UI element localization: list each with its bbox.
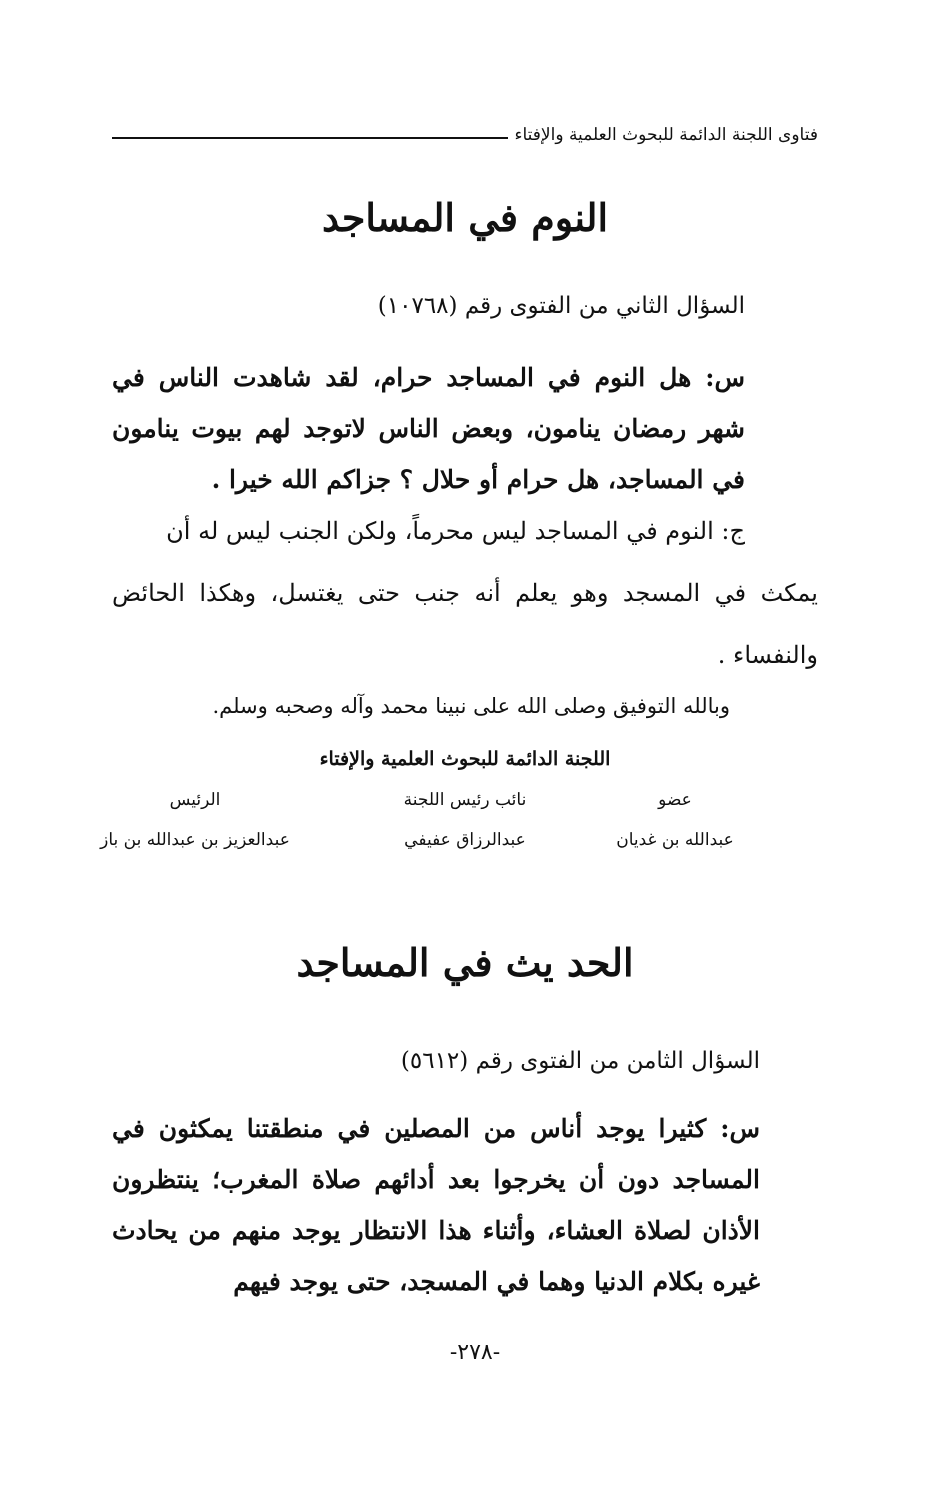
signature-member <box>575 790 775 850</box>
signature-chair <box>80 790 310 850</box>
signature-role: الرئيس <box>169 790 221 810</box>
signature-name: عبدالرزاق عفيفي <box>404 830 526 850</box>
signature-name: عبدالعزيز بن عبدالله بن باز <box>100 830 290 850</box>
header-rule <box>112 137 508 139</box>
answer-first-line: ج: النوم في المساجد ليس محرماً، ولكن الجنب ليس له أن <box>166 517 745 545</box>
question-text: س: كثيرا يوجد أناس من المصلين في منطقتنا يمكثون في المساجد دون أن يخرجوا بعد أدائهم صلاة المغرب؛ ينتظرون الأذان لصلاة العشاء، وأثناء هذا الانتظار يوجد منهم من يحادث غيره بكلام الدنيا وهما في المسجد، حتى يوجد فيهم <box>112 1114 760 1296</box>
answer-continuation: يمكث في المسجد وهو يعلم أنه جنب حتى يغتسل، وهكذا الحائض والنفساء . <box>112 579 818 669</box>
signature-role: عضو <box>658 790 692 810</box>
running-header-title: فتاوى اللجنة الدائمة للبحوث العلمية والإفتاء <box>514 125 818 145</box>
answer-text <box>112 500 745 562</box>
running-header <box>112 120 818 150</box>
signature-name: عبدالله بن غديان <box>616 830 734 850</box>
page-number: -٢٧٨- <box>449 1340 501 1365</box>
committee-name: اللجنة الدائمة للبحوث العلمية والإفتاء <box>319 748 611 770</box>
question-text: س: هل النوم في المساجد حرام، لقد شاهدت الناس في شهر رمضان ينامون، وبعض الناس لاتوجد لهم بيوت ينامون في المساجد، هل حرام أو حلال ؟ جزاكم الله خيرا . <box>112 363 745 494</box>
closing-formula: وبالله التوفيق وصلى الله على نبينا محمد وآله وصحبه وسلم. <box>212 694 730 718</box>
signature-role: نائب رئيس اللجنة <box>403 790 527 810</box>
fatwa-reference: السؤال الثاني من الفتوى رقم (١٠٧٦٨) <box>377 293 745 319</box>
section-heading: الحد يث في المساجد <box>296 940 634 985</box>
section-heading: النوم في المساجد <box>321 195 609 240</box>
fatwa-reference: السؤال الثامن من الفتوى رقم (٥٦١٢) <box>400 1048 760 1074</box>
signature-vice-chair <box>365 790 565 850</box>
signatures-block <box>100 790 735 880</box>
